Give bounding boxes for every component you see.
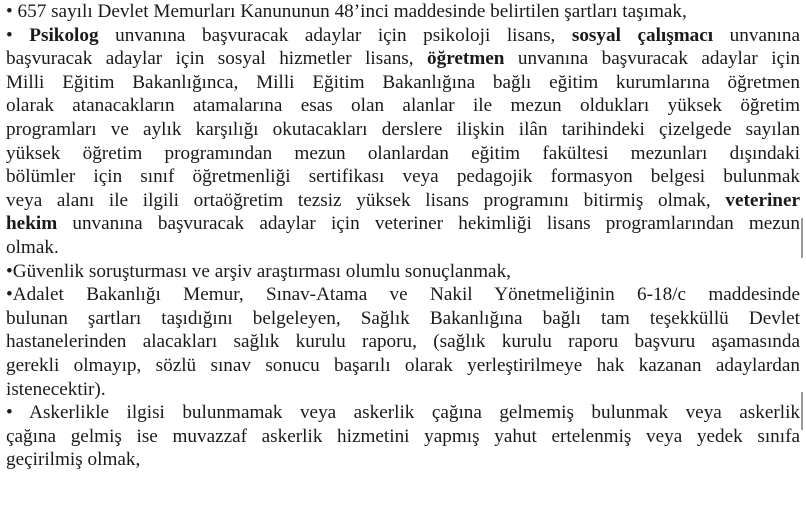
text-run: • Askerlikle ilgisi bulunmamak veya askerlik çağına gelmemiş bulunmak veya askerlik — [6, 402, 800, 424]
text-run: veya alanı ile ilgili ortaöğretim tezsiz yüksek lisans programını bitirmiş olmak, — [6, 189, 726, 211]
text-run: unvanına başvuracak adaylar için veteriner hekimliği lisans programlarından mezun — [57, 213, 800, 235]
text-run: unvanına başvuracak adaylar için psikoloji lisans, — [98, 24, 572, 46]
text-run: geçirilmiş olmak, — [6, 449, 141, 471]
text-line — [6, 142, 800, 166]
text-run: olmak. — [6, 236, 59, 258]
text-run: bulunan şartları taşıdığını belgeleyen, Sağlık Bakanlığına bağlı tam teşekküllü Devlet — [6, 307, 800, 329]
text-run: hastanelerinden alacakları sağlık kurulu raporu, (sağlık kurulu raporu başvuru aşamasında — [6, 331, 800, 353]
bold-term: veteriner — [725, 189, 800, 211]
text-run: programları ve aylık karşılığı okutacakları derslere ilişkin ilân tarihindeki çizelgede sayılan — [6, 118, 800, 140]
paragraph-p5 — [6, 401, 800, 472]
bold-term: sosyal çalışmacı — [571, 24, 714, 46]
text-run: unvanına başvuracak adaylar için — [504, 48, 800, 70]
bold-term: öğretmen — [427, 48, 505, 70]
text-run: • 657 sayılı Devlet Memurları Kanununun 48’inci maddesinde belirtilen şartları taşımak, — [6, 1, 687, 22]
text-line — [6, 260, 800, 284]
scan-edge-mark — [801, 392, 803, 430]
bold-term: Psikolog — [29, 24, 99, 46]
text-run: •Güvenlik soruşturması ve arşiv araştırması olumlu sonuçlanmak, — [6, 260, 511, 282]
text-line — [6, 330, 800, 354]
text-line — [6, 425, 800, 449]
text-line — [6, 71, 800, 95]
text-line — [6, 165, 800, 189]
text-run: Milli Eğitim Bakanlığınca, Milli Eğitim Bakanlığına bağlı eğitim kurumlarına öğretmen — [6, 71, 800, 93]
document-body — [6, 0, 800, 472]
text-run: gerekli olmayıp, sözlü sınav sonucu başarılı olarak yerleştirilmeye hak kazanan adaylardan — [6, 354, 800, 376]
text-line — [6, 307, 800, 331]
text-line — [6, 378, 800, 402]
paragraph-p3 — [6, 260, 800, 284]
text-line — [6, 354, 800, 378]
text-run: • — [6, 24, 30, 46]
text-run: istenecektir). — [6, 378, 106, 400]
text-line — [6, 94, 800, 118]
text-line — [6, 24, 800, 48]
text-run: bölümler için sınıf öğretmenliği sertifikası veya pedagojik formasyon belgesi bulunmak — [6, 166, 800, 188]
paragraph-p1 — [6, 0, 800, 24]
text-run: •Adalet Bakanlığı Memur, Sınav-Atama ve Nakil Yönetmeliğinin 6-18/c maddesinde — [6, 284, 800, 306]
scan-edge-mark — [801, 218, 803, 258]
text-line — [6, 47, 800, 71]
text-line — [6, 401, 800, 425]
text-run: yüksek öğretim programından mezun olanlardan eğitim fakültesi mezunları dışındaki — [6, 142, 800, 164]
text-run: çağına gelmiş ise muvazzaf askerlik hizmetini yapmış yahut ertelenmiş veya yedek sınıfa — [6, 425, 800, 447]
text-run: unvanına — [713, 24, 800, 46]
bold-term: hekim — [6, 213, 58, 235]
text-line — [6, 189, 800, 213]
text-line — [6, 0, 800, 24]
text-run: olarak atanacakların atamalarına esas olan alanlar ile mezun oldukları yüksek öğretim — [6, 95, 800, 117]
paragraph-p4 — [6, 283, 800, 401]
text-line — [6, 283, 800, 307]
text-line — [6, 118, 800, 142]
text-line — [6, 212, 800, 236]
text-line — [6, 236, 800, 260]
paragraph-p2 — [6, 24, 800, 260]
text-run: başvuracak adaylar için sosyal hizmetler lisans, — [6, 48, 427, 70]
text-line — [6, 448, 800, 472]
